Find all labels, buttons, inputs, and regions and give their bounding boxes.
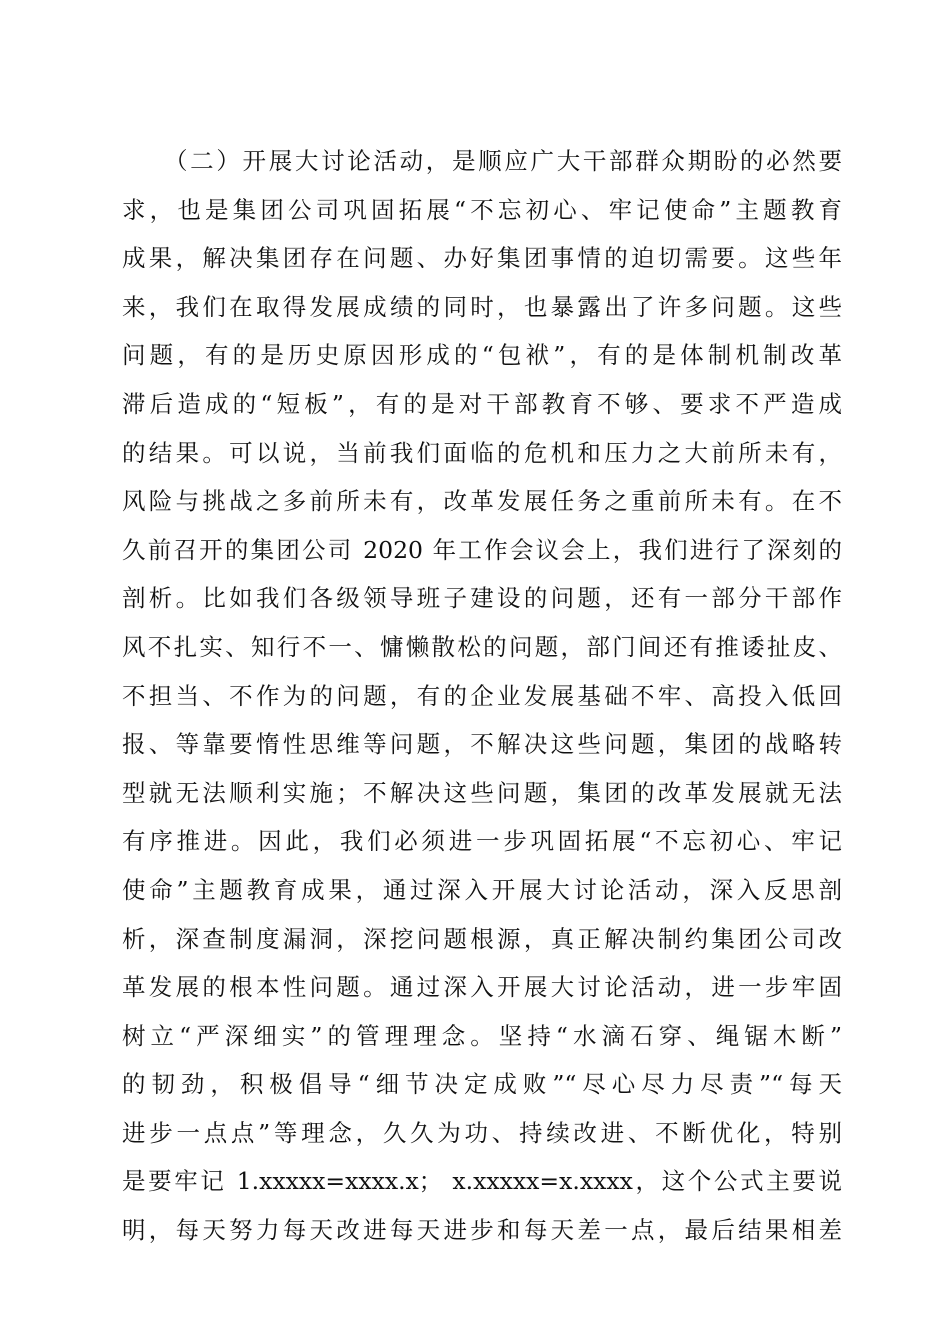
paragraph-line-10: 剖析。比如我们各级领导班子建设的问题，还有一部分干部作 [122,584,842,613]
paragraph-line-7: 的结果。可以说，当前我们面临的危机和压力之大前所未有， [122,438,842,467]
paragraph-line-22: 是要牢记 1.xxxxx=xxxx.x； x.xxxxx=x.xxxx，这个公式主要说 [122,1167,842,1196]
paragraph-line-6: 滞后造成的“短板”，有的是对干部教育不够、要求不严造成 [122,389,842,418]
paragraph-line-21: 进步一点点”等理念，久久为功、持续改进、不断优化，特别 [122,1118,842,1147]
paragraph-line-1: （二）开展大讨论活动，是顺应广大干部群众期盼的必然要 [164,147,842,175]
paragraph-line-16: 使命”主题教育成果，通过深入开展大讨论活动，深入反思剖 [122,875,842,904]
paragraph-line-11: 风不扎实、知行不一、慵懒散松的问题，部门间还有推诿扯皮、 [122,632,842,661]
paragraph-line-4: 来，我们在取得发展成绩的同时，也暴露出了许多问题。这些 [122,292,842,321]
paragraph-line-12: 不担当、不作为的问题，有的企业发展基础不牢、高投入低回 [122,681,842,710]
paragraph-line-23: 明，每天努力每天改进每天进步和每天差一点，最后结果相差 [122,1216,842,1245]
paragraph-line-3: 成果，解决集团存在问题、办好集团事情的迫切需要。这些年 [122,244,842,273]
paragraph-line-13: 报、等靠要惰性思维等问题，不解决这些问题，集团的战略转 [122,730,842,759]
paragraph-line-18: 革发展的根本性问题。通过深入开展大讨论活动，进一步牢固 [122,973,842,1002]
paragraph-line-15: 有序推进。因此，我们必须进一步巩固拓展“不忘初心、牢记 [122,827,842,856]
paragraph-line-17: 析，深查制度漏洞，深挖问题根源，真正解决制约集团公司改 [122,924,842,953]
paragraph-line-5: 问题，有的是历史原因形成的“包袱”，有的是体制机制改革 [122,341,842,370]
paragraph-line-2: 求，也是集团公司巩固拓展“不忘初心、牢记使命”主题教育 [122,195,842,224]
paragraph-line-8: 风险与挑战之多前所未有，改革发展任务之重前所未有。在不 [122,487,842,516]
paragraph-line-9: 久前召开的集团公司 2020 年工作会议会上，我们进行了深刻的 [122,535,842,564]
paragraph-line-14: 型就无法顺利实施；不解决这些问题，集团的改革发展就无法 [122,778,842,807]
body-paragraph [122,137,842,1255]
paragraph-line-19: 树立“严深细实”的管理理念。坚持“水滴石穿、绳锯木断” [122,1021,842,1050]
paragraph-line-20: 的韧劲，积极倡导“细节决定成败”“尽心尽力尽责”“每天 [122,1070,842,1099]
